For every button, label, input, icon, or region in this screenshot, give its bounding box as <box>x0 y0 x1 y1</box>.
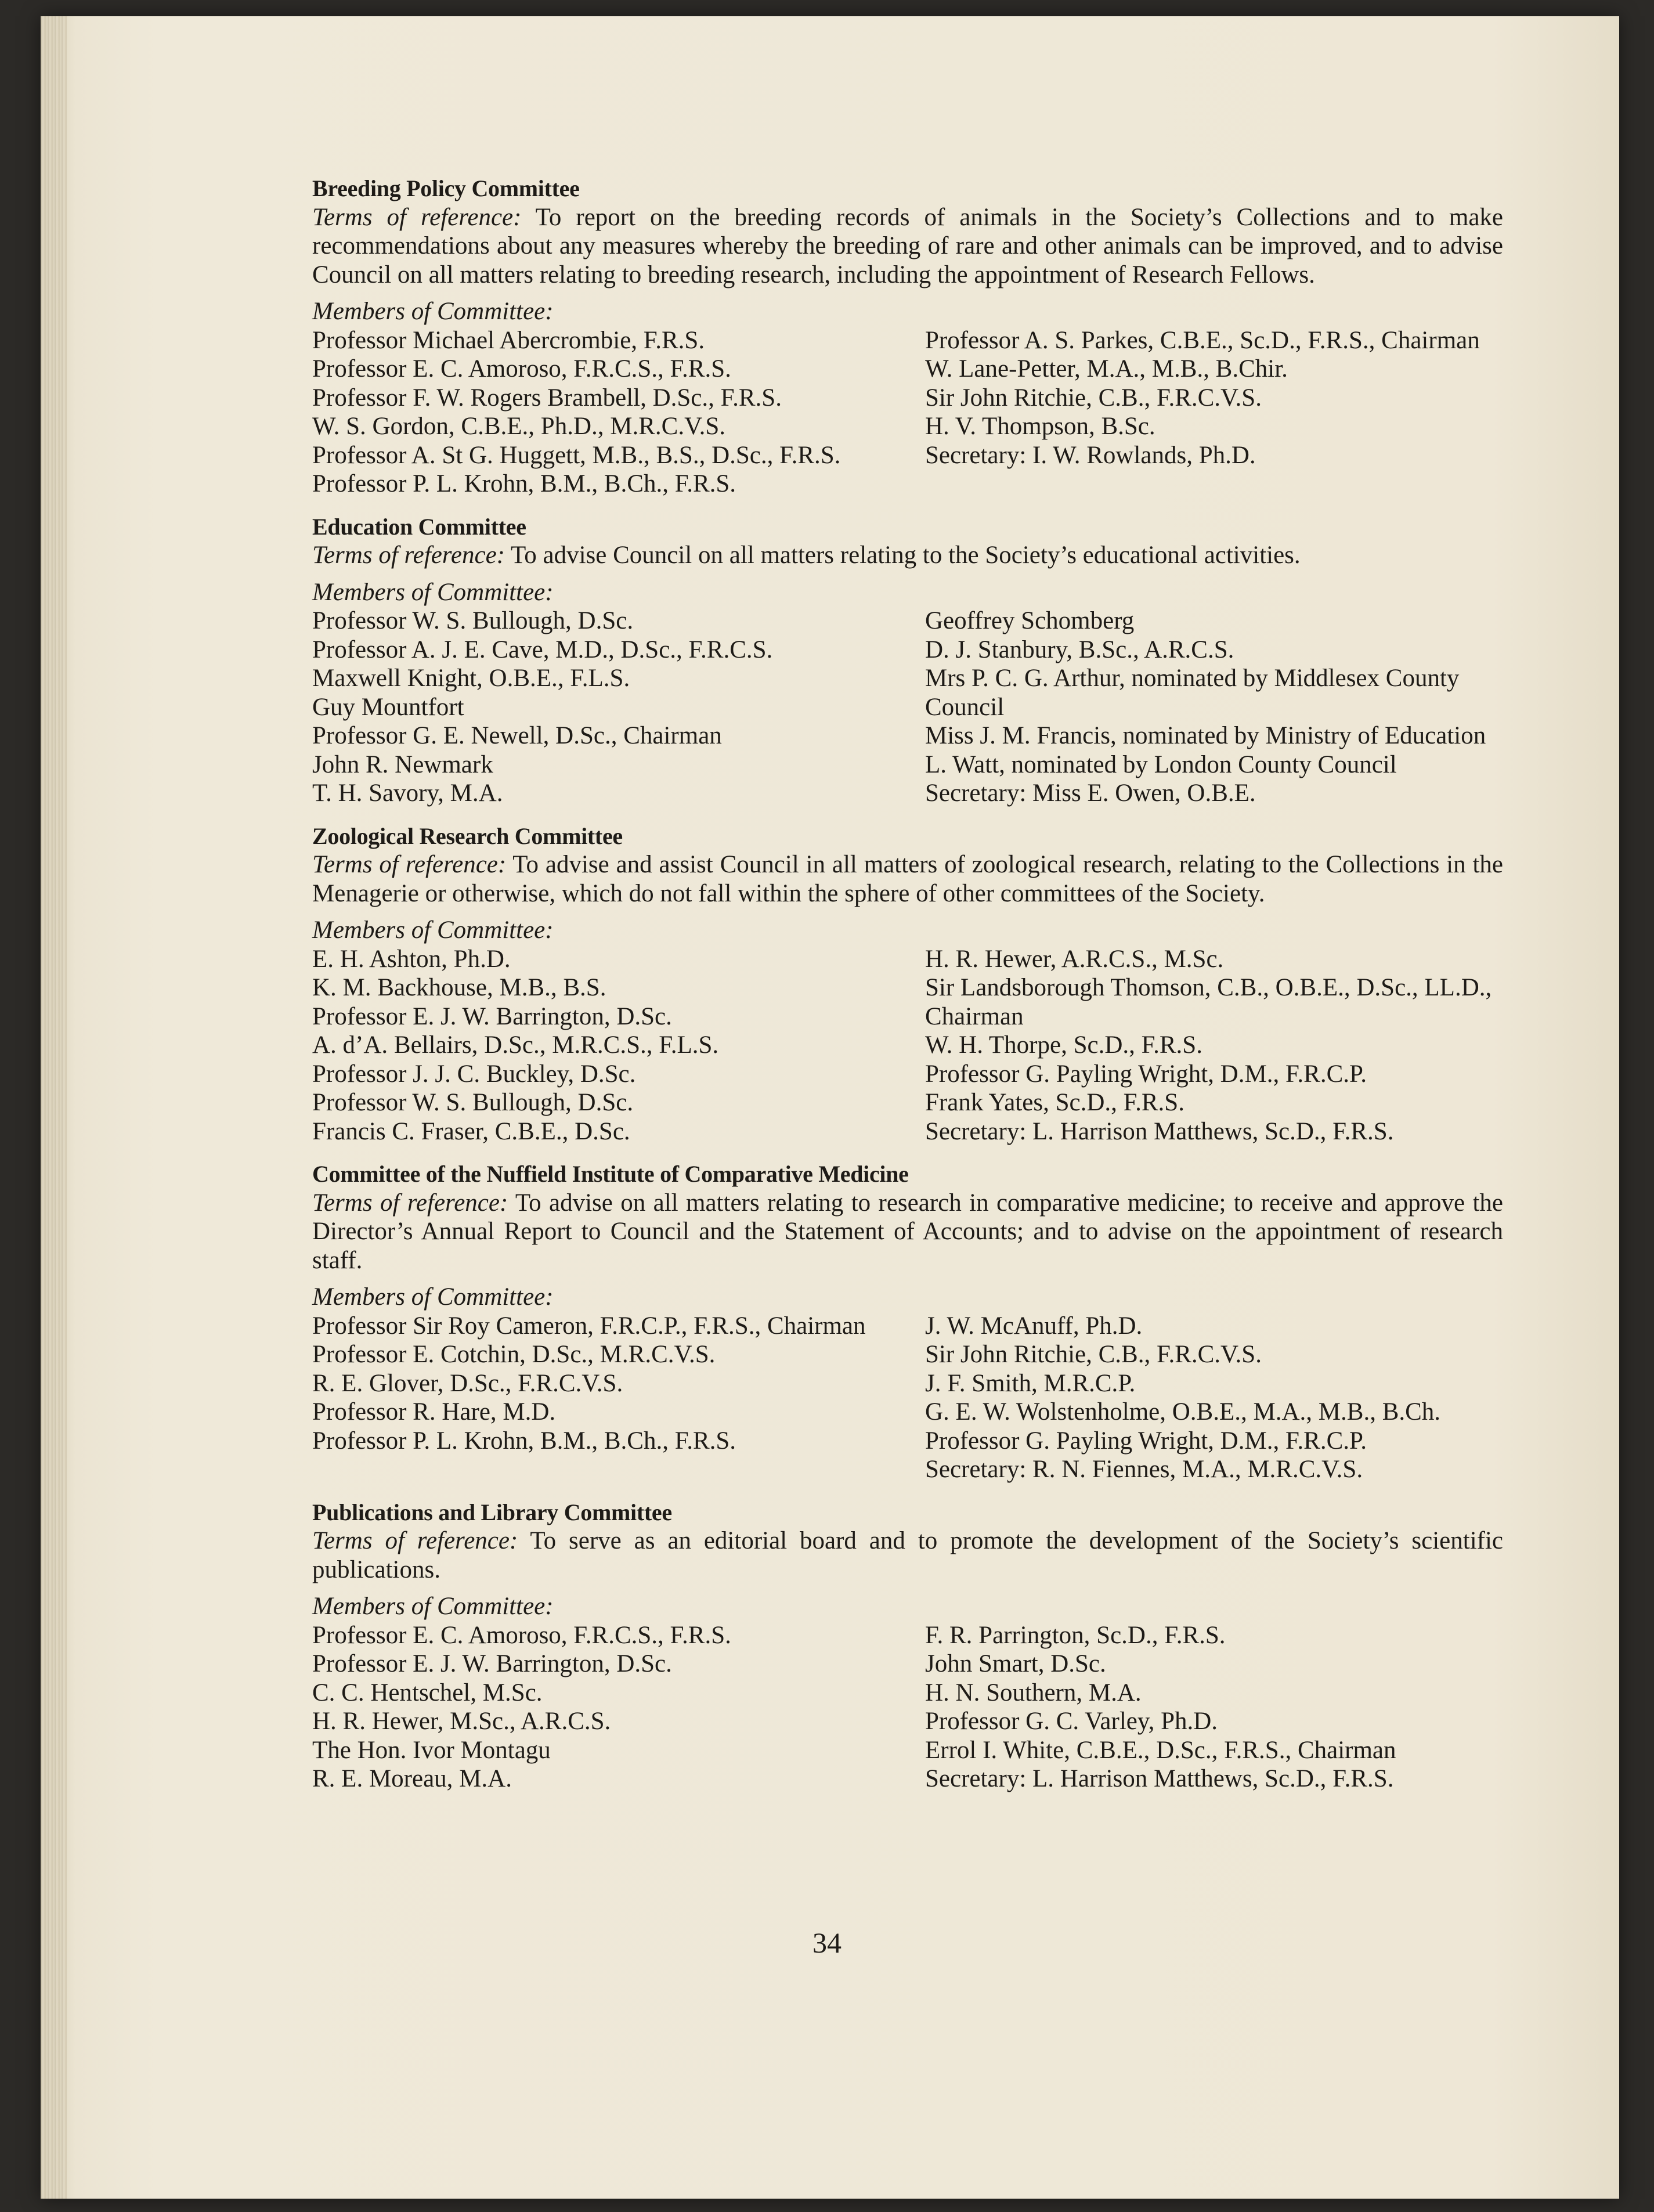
secretary-entry: Secretary: R. N. Fiennes, M.A., M.R.C.V.S. <box>925 1456 1363 1483</box>
member-entry: W. H. Thorpe, Sc.D., F.R.S. <box>925 1031 1202 1059</box>
members-left <box>312 607 890 808</box>
members-right <box>890 945 1503 1146</box>
committee-title: Zoological Research Committee <box>312 822 623 849</box>
member-entry: Sir John Ritchie, C.B., F.R.C.V.S. <box>925 384 1262 412</box>
member-entry: Professor G. Payling Wright, D.M., F.R.C.P. <box>925 1060 1367 1088</box>
members-label: Members of Committee: <box>312 916 554 944</box>
terms-text: To report on the breeding records of animals in the Society’s Collections and to make recommendations about any measures whereby the breeding of rare and other animals can be improved, and to advise Council on all matters relating to breeding research, including the appointment of Research Fellows. <box>312 203 1503 288</box>
page-binding <box>41 16 67 2199</box>
members-right <box>890 1621 1503 1794</box>
members-left <box>312 1621 890 1794</box>
member-entry: Professor P. L. Krohn, B.M., B.Ch., F.R.S. <box>312 470 736 497</box>
member-entry: G. E. W. Wolstenholme, O.B.E., M.A., M.B., B.Ch. <box>925 1398 1441 1426</box>
terms-of-reference <box>312 1527 1503 1584</box>
member-entry: Francis C. Fraser, C.B.E., D.Sc. <box>312 1117 630 1145</box>
member-entry: Professor A. S. Parkes, C.B.E., Sc.D., F.R.S., Chairman <box>925 326 1480 354</box>
member-entry: W. Lane-Petter, M.A., M.B., B.Chir. <box>925 355 1288 383</box>
member-entry: K. M. Backhouse, M.B., B.S. <box>312 974 606 1001</box>
member-entry: Professor G. C. Varley, Ph.D. <box>925 1708 1218 1735</box>
member-entry: Sir Landsborough Thomson, C.B., O.B.E., D.Sc., LL.D., Chairman <box>925 974 1492 1030</box>
members-right <box>890 1312 1503 1484</box>
member-entry: Errol I. White, C.B.E., D.Sc., F.R.S., Chairman <box>925 1736 1396 1764</box>
page-number: 34 <box>812 1926 842 1959</box>
member-entry: D. J. Stanbury, B.Sc., A.R.C.S. <box>925 636 1234 663</box>
member-entry: F. R. Parrington, Sc.D., F.R.S. <box>925 1621 1226 1649</box>
terms-label: Terms of reference: <box>312 203 522 231</box>
member-entry: The Hon. Ivor Montagu <box>312 1736 551 1764</box>
member-entry: Professor E. Cotchin, D.Sc., M.R.C.V.S. <box>312 1341 716 1368</box>
member-entry: J. W. McAnuff, Ph.D. <box>925 1312 1143 1340</box>
member-entry: Professor W. S. Bullough, D.Sc. <box>312 1089 634 1116</box>
secretary-entry: Secretary: L. Harrison Matthews, Sc.D., F.R.S. <box>925 1765 1394 1792</box>
terms-of-reference <box>312 1189 1503 1275</box>
terms-of-reference <box>312 203 1503 290</box>
terms-label: Terms of reference: <box>312 851 507 878</box>
member-entry: H. R. Hewer, A.R.C.S., M.Sc. <box>925 945 1224 973</box>
terms-text: To advise Council on all matters relating to the Society’s educational activities. <box>505 542 1301 569</box>
member-entry: John R. Newmark <box>312 750 493 778</box>
members-left <box>312 326 890 499</box>
member-entry: C. C. Hentschel, M.Sc. <box>312 1679 543 1706</box>
member-entry: Professor E. C. Amoroso, F.R.C.S., F.R.S. <box>312 355 731 383</box>
committee-title: Committee of the Nuffield Institute of Comparative Medicine <box>312 1161 909 1187</box>
members-right <box>890 326 1503 499</box>
member-entry: H. R. Hewer, M.Sc., A.R.C.S. <box>312 1708 611 1735</box>
member-entry: Frank Yates, Sc.D., F.R.S. <box>925 1089 1184 1116</box>
member-entry: Professor Michael Abercrombie, F.R.S. <box>312 326 705 354</box>
terms-label: Terms of reference: <box>312 1527 518 1554</box>
member-entry: Miss J. M. Francis, nominated by Ministry of Education <box>925 722 1486 749</box>
committee-title: Publications and Library Committee <box>312 1499 672 1525</box>
terms-text: To advise on all matters relating to research in comparative medicine; to receive and approve the Director’s Annual Report to Council and the Statement of Accounts; and to advise on the appointment of research staff. <box>312 1189 1503 1274</box>
secretary-entry: Secretary: Miss E. Owen, O.B.E. <box>925 780 1256 807</box>
member-entry: Professor G. Payling Wright, D.M., F.R.C.P. <box>925 1427 1367 1455</box>
member-entry: Professor E. C. Amoroso, F.R.C.S., F.R.S. <box>312 1621 731 1649</box>
members-columns <box>312 326 1503 499</box>
member-entry: Professor F. W. Rogers Brambell, D.Sc., F.R.S. <box>312 384 782 412</box>
committee-breeding-policy <box>312 174 1503 499</box>
members-label: Members of Committee: <box>312 1593 554 1620</box>
member-entry: H. V. Thompson, B.Sc. <box>925 413 1155 440</box>
terms-text: To advise and assist Council in all matters of zoological research, relating to the Collections in the Menagerie or otherwise, which do not fall within the sphere of other committees of the Society. <box>312 851 1503 907</box>
terms-label: Terms of reference: <box>312 1189 508 1217</box>
terms-of-reference <box>312 850 1503 908</box>
member-entry: Professor G. E. Newell, D.Sc., Chairman <box>312 722 722 749</box>
member-entry: Professor R. Hare, M.D. <box>312 1398 556 1426</box>
member-entry: J. F. Smith, M.R.C.P. <box>925 1369 1136 1397</box>
member-entry: R. E. Glover, D.Sc., F.R.C.V.S. <box>312 1369 623 1397</box>
secretary-entry: Secretary: I. W. Rowlands, Ph.D. <box>925 441 1256 469</box>
members-left <box>312 945 890 1146</box>
members-label: Members of Committee: <box>312 298 554 325</box>
member-entry: Professor A. J. E. Cave, M.D., D.Sc., F.R.C.S. <box>312 636 773 663</box>
members-label: Members of Committee: <box>312 578 554 606</box>
committee-zoological-research <box>312 822 1503 1146</box>
member-entry: A. d’A. Bellairs, D.Sc., M.R.C.S., F.L.S. <box>312 1031 719 1059</box>
members-right <box>890 607 1503 808</box>
members-columns <box>312 1312 1503 1484</box>
committee-title: Education Committee <box>312 513 526 540</box>
committee-title: Breeding Policy Committee <box>312 175 580 201</box>
member-entry: Professor W. S. Bullough, D.Sc. <box>312 607 634 634</box>
member-entry: T. H. Savory, M.A. <box>312 780 503 807</box>
members-columns <box>312 607 1503 808</box>
member-entry: Professor E. J. W. Barrington, D.Sc. <box>312 1002 672 1030</box>
secretary-entry: Secretary: L. Harrison Matthews, Sc.D., F.R.S. <box>925 1117 1394 1145</box>
member-entry: Professor E. J. W. Barrington, D.Sc. <box>312 1650 672 1677</box>
members-columns <box>312 945 1503 1146</box>
member-entry: Professor J. J. C. Buckley, D.Sc. <box>312 1060 636 1088</box>
member-entry: R. E. Moreau, M.A. <box>312 1765 512 1792</box>
member-entry: John Smart, D.Sc. <box>925 1650 1106 1677</box>
member-entry: E. H. Ashton, Ph.D. <box>312 945 511 973</box>
members-columns <box>312 1621 1503 1794</box>
committee-nuffield-institute <box>312 1160 1503 1484</box>
member-entry: Professor A. St G. Huggett, M.B., B.S., D.Sc., F.R.S. <box>312 441 841 469</box>
member-entry: Sir John Ritchie, C.B., F.R.C.V.S. <box>925 1341 1262 1368</box>
members-left <box>312 1312 890 1484</box>
member-entry: Mrs P. C. G. Arthur, nominated by Middlesex County Council <box>925 665 1460 721</box>
page-content <box>312 174 1503 1807</box>
terms-label: Terms of reference: <box>312 542 505 569</box>
members-label: Members of Committee: <box>312 1283 554 1311</box>
member-entry: L. Watt, nominated by London County Council <box>925 750 1397 778</box>
member-entry: Guy Mountfort <box>312 693 464 721</box>
member-entry: H. N. Southern, M.A. <box>925 1679 1142 1706</box>
member-entry: Professor P. L. Krohn, B.M., B.Ch., F.R.S. <box>312 1427 736 1455</box>
terms-text: To serve as an editorial board and to promote the development of the Society’s scientific publications. <box>312 1527 1503 1583</box>
member-entry: Professor Sir Roy Cameron, F.R.C.P., F.R.S., Chairman <box>312 1312 866 1340</box>
committee-publications-library <box>312 1498 1503 1794</box>
terms-of-reference <box>312 541 1503 570</box>
committee-education <box>312 513 1503 808</box>
member-entry: W. S. Gordon, C.B.E., Ph.D., M.R.C.V.S. <box>312 413 726 440</box>
member-entry: Maxwell Knight, O.B.E., F.L.S. <box>312 665 630 692</box>
member-entry: Geoffrey Schomberg <box>925 607 1135 634</box>
